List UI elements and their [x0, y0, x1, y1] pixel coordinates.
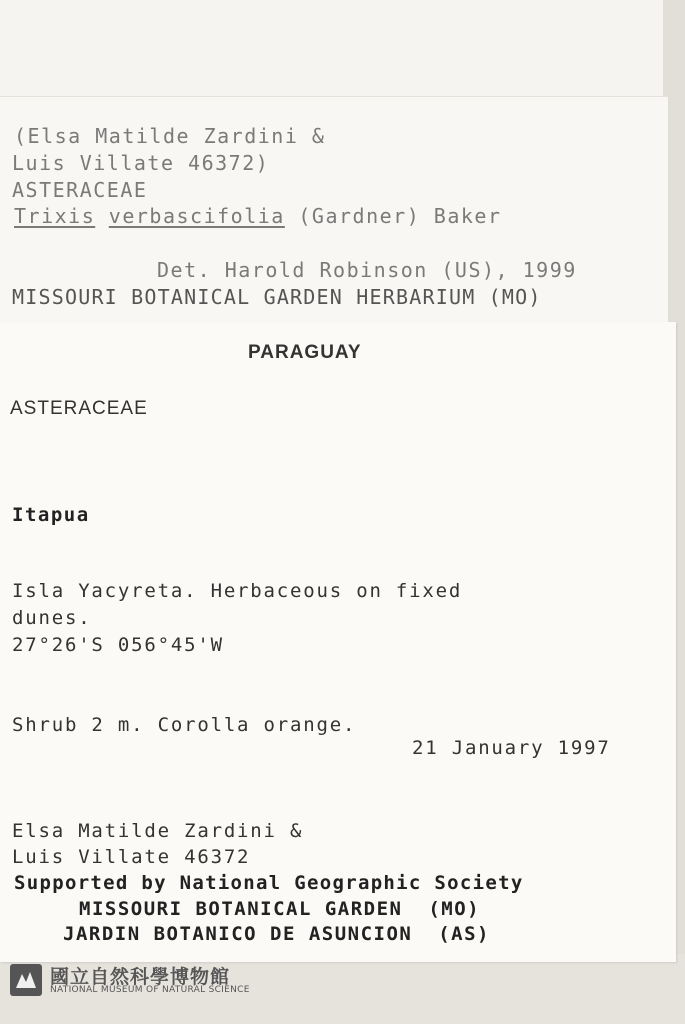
museum-english-name: NATIONAL MUSEUM OF NATURAL SCIENCE — [50, 985, 250, 995]
det-family: ASTERACEAE — [12, 178, 148, 202]
upper-paper — [0, 0, 668, 100]
collection-label — [0, 322, 676, 962]
institution-mo: MISSOURI BOTANICAL GARDEN (MO) — [79, 898, 481, 920]
locality-line1: Isla Yacyreta. Herbaceous on fixed — [12, 580, 463, 602]
det-author: (Gardner) Baker — [298, 204, 502, 228]
region: Itapua — [12, 504, 90, 526]
det-species: verbascifolia — [108, 204, 285, 228]
coordinates: 27°26'S 056°45'W — [12, 634, 224, 656]
museum-watermark — [10, 962, 310, 1002]
museum-logo-icon — [10, 964, 42, 996]
support-line: Supported by National Geographic Society — [14, 872, 524, 894]
museum-chinese-name: 國立自然科學博物館 — [50, 966, 231, 988]
det-collectors-line2: Luis Villate 46372) — [12, 151, 270, 175]
det-collectors-line1: (Elsa Matilde Zardini & — [14, 124, 326, 148]
det-determiner: Det. Harold Robinson (US), 1999 — [157, 258, 577, 282]
locality-line2: dunes. — [12, 607, 92, 629]
country: PARAGUAY — [248, 342, 362, 363]
det-taxon — [14, 204, 502, 228]
det-herbarium: MISSOURI BOTANICAL GARDEN HERBARIUM (MO) — [12, 285, 542, 309]
collectors-line2: Luis Villate 46372 — [12, 846, 251, 868]
collectors-line1: Elsa Matilde Zardini & — [12, 820, 304, 842]
family: ASTERACEAE — [10, 398, 148, 419]
collection-date: 21 January 1997 — [412, 737, 611, 759]
det-genus: Trixis — [14, 204, 96, 228]
description: Shrub 2 m. Corolla orange. — [12, 714, 357, 736]
determination-label — [0, 96, 668, 324]
institution-as: JARDIN BOTANICO DE ASUNCION (AS) — [63, 923, 490, 945]
